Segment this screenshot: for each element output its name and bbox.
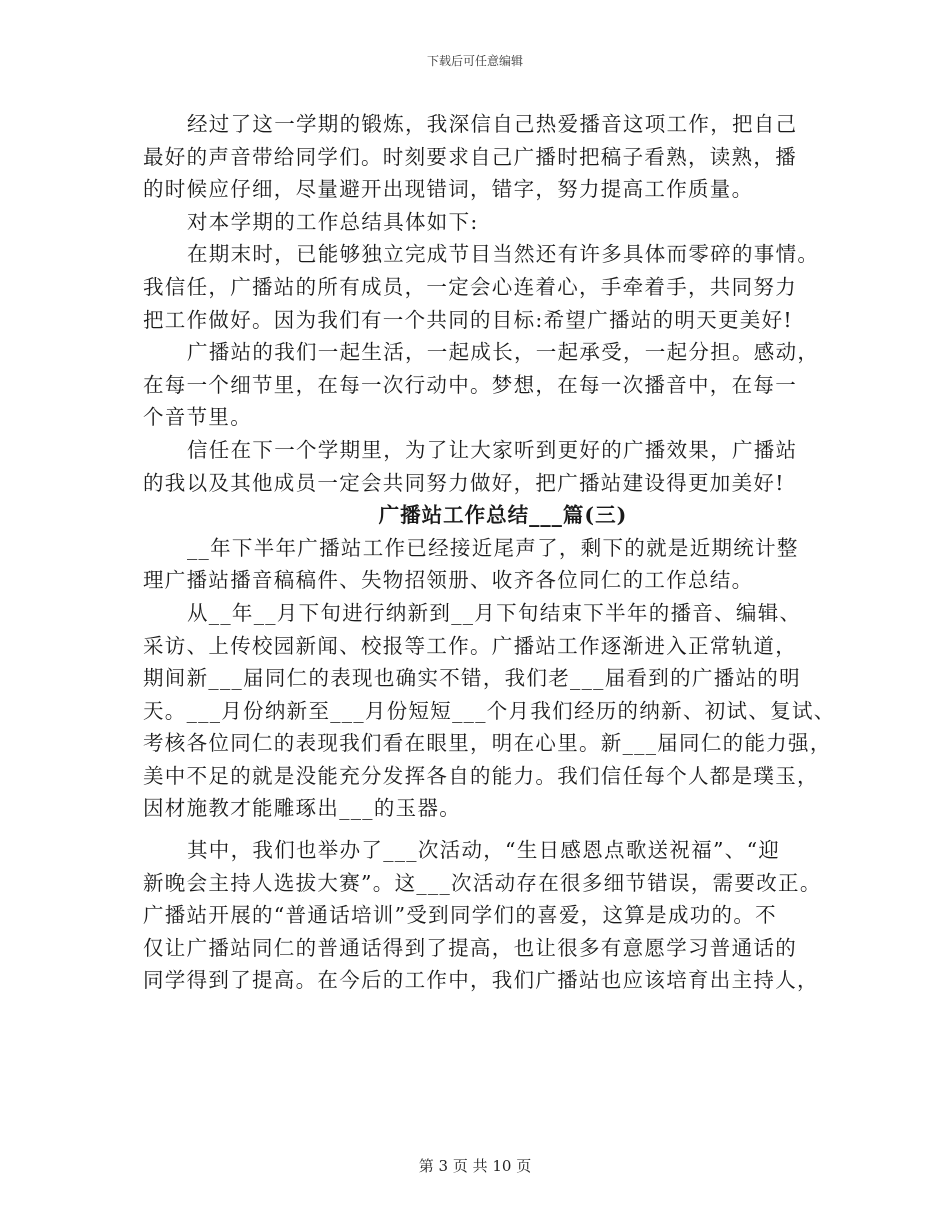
paragraph-line: 仅让广播站同仁的普通话得到了提高，也让很多有意愿学习普通话的	[143, 935, 797, 960]
paragraph-line: 广播站开展的“普通话培训”受到同学们的喜爱，这算是成功的。不	[143, 903, 777, 928]
paragraph-line: __年下半年广播站工作已经接近尾声了，剩下的就是近期统计整	[187, 535, 799, 560]
paragraph-line: 考核各位同仁的表现我们看在眼里，明在心里。新___届同仁的能力强，	[143, 731, 832, 756]
paragraph-line: 经过了这一学期的锻炼，我深信自己热爱播音这项工作，把自己	[187, 112, 798, 136]
paragraph-line: 信任在下一个学期里，为了让大家听到更好的广播效果，广播站	[187, 437, 798, 462]
paragraph-line: 因材施教才能雕琢出___的玉器。	[143, 796, 462, 821]
paragraph-line: 其中，我们也举办了___次活动，“生日感恩点歌送祝福”、“迎	[187, 838, 781, 863]
paragraph-line: 的时候应仔细，尽量避开出现错词，错字，努力提高工作质量。	[143, 177, 754, 202]
paragraph-line: 最好的声音带给同学们。时刻要求自己广播时把稿子看熟，读熟，播	[143, 144, 797, 169]
paragraph-line: 把工作做好。因为我们有一个共同的目标:希望广播站的明天更美好!	[143, 307, 793, 332]
paragraph-line: 同学得到了提高。在今后的工作中，我们广播站也应该培育出主持人，	[143, 968, 819, 993]
page-number: 第 3 页 共 10 页	[418, 1157, 532, 1175]
paragraph-line: 美中不足的就是没能充分发挥各自的能力。我们信任每个人都是璞玉，	[143, 763, 819, 788]
paragraph-line: 个音节里。	[143, 405, 252, 430]
header-note: 下载后可任意编辑	[426, 54, 523, 68]
paragraph-line: 对本学期的工作总结具体如下:	[187, 209, 479, 234]
paragraph-gap	[143, 825, 823, 834]
paragraph-line: 天。___月份纳新至___月份短短___个月我们经历的纳新、初试、复试、	[143, 698, 836, 723]
paragraph-line: 新晚会主持人选拔大赛”。这___次活动存在很多细节错误，需要改正。	[143, 870, 822, 895]
paragraph-line: 广播站的我们一起生活，一起成长，一起承受，一起分担。感动，	[187, 340, 820, 365]
paragraph-line: 在每一个细节里，在每一次行动中。梦想，在每一次播音中，在每一	[143, 372, 797, 397]
paragraph-line: 采访、上传校园新闻、校报等工作。广播站工作逐渐进入正常轨道，	[143, 633, 797, 658]
document-body	[143, 108, 836, 997]
paragraph-line: 在期末时，已能够独立完成节目当然还有许多具体而零碎的事情。	[187, 242, 820, 267]
paragraph-line: 理广播站播音稿稿件、失物招领册、收齐各位同仁的工作总结。	[143, 568, 754, 593]
paragraph-line: 从__年__月下旬进行纳新到__月下旬结束下半年的播音、编辑、	[187, 600, 802, 625]
section-heading: 广播站工作总结___篇(三)	[378, 503, 628, 528]
paragraph-line: 的我以及其他成员一定会共同努力做好，把广播站建设得更加美好!	[143, 470, 785, 495]
paragraph-line: 我信任，广播站的所有成员，一定会心连着心，手牵着手，共同努力	[143, 274, 797, 299]
paragraph-line: 期间新___届同仁的表现也确实不错，我们老___届看到的广播站的明	[143, 666, 801, 691]
